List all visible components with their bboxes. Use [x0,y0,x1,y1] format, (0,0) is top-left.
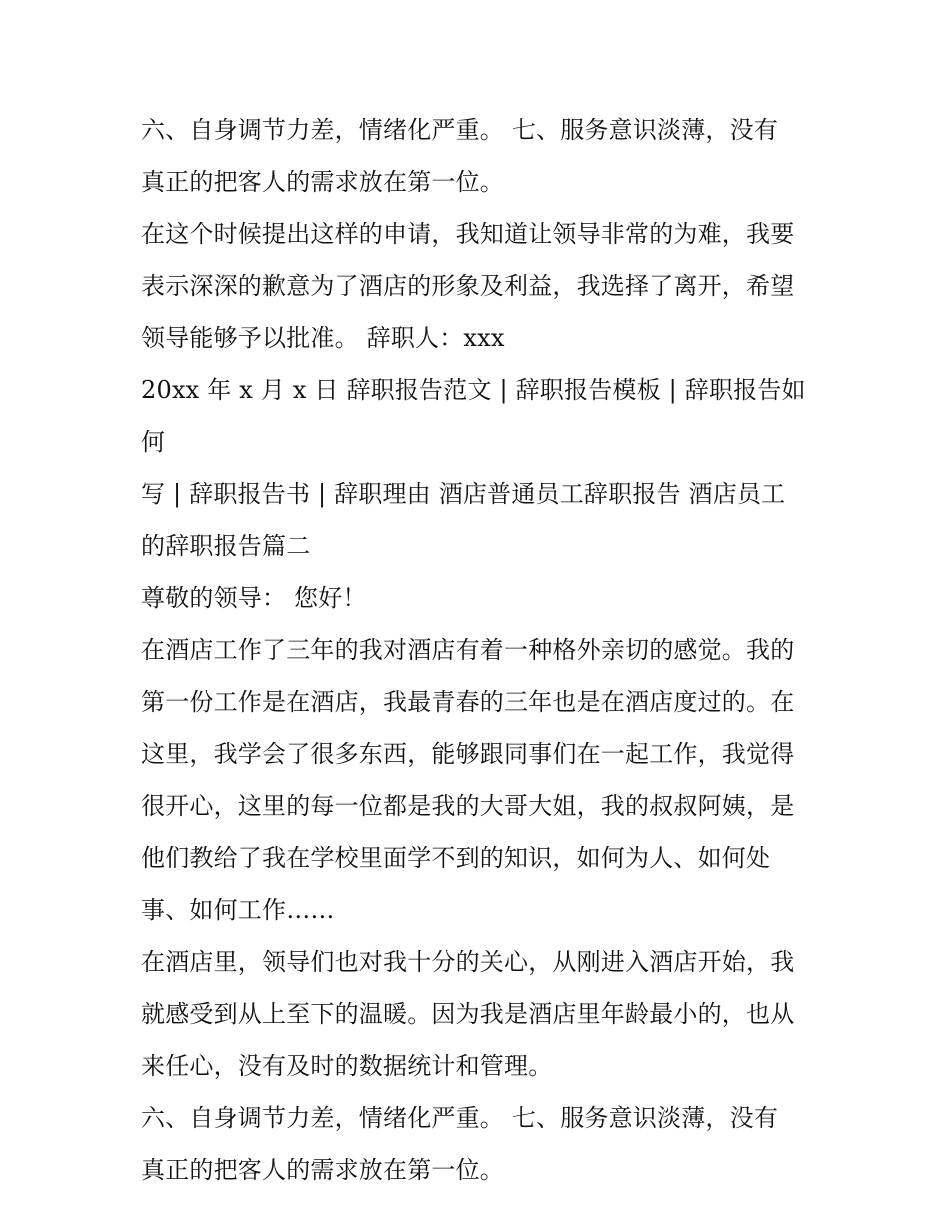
document-body [141,104,821,1196]
paragraph-three-years: 在酒店工作了三年的我对酒店有着一种格外亲切的感觉。我的 第一份工作是在酒店，我最青春的三年也是在酒店度过的。在 这里，我学会了很多东西，能够跟同事们在一起工作，我觉得 很开心，这里的每一位都是我的大哥大姐，我的叔叔阿姨，是 他们教给了我在学校里面学不到的知识，如何为人、如何处 事、如何工作…… [141,636,795,924]
paragraph-self-regulation-repeat: 六、自身调节力差，情绪化严重。 七、服务意识淡薄，没有 真正的把客人的需求放在第一位。 [141,1104,779,1184]
paragraph-leader-care: 在酒店里，领导们也对我十分的关心，从刚进入酒店开始，我 就感受到从上至下的温暖。因为我是酒店里年龄最小的，也从 来任心，没有及时的数据统计和管理。 [141,948,795,1080]
paragraph-salutation: 尊敬的领导： 您好！ [141,584,367,612]
paragraph-apology-request: 在这个时候提出这样的申请，我知道让领导非常的为难，我要 表示深深的歉意为了酒店的形象及利益，我选择了离开，希望 领导能够予以批准。 辞职人：xxx [141,220,795,352]
paragraph-date-and-links: 20xx 年 x 月 x 日 辞职报告范文 | 辞职报告模板 | 辞职报告如何 写 | 辞职报告书 | 辞职理由 酒店普通员工辞职报告 酒店员工 的辞职报告篇二 [141,376,806,560]
paragraph-self-regulation: 六、自身调节力差，情绪化严重。 七、服务意识淡薄，没有 真正的把客人的需求放在第一位。 [141,116,779,196]
